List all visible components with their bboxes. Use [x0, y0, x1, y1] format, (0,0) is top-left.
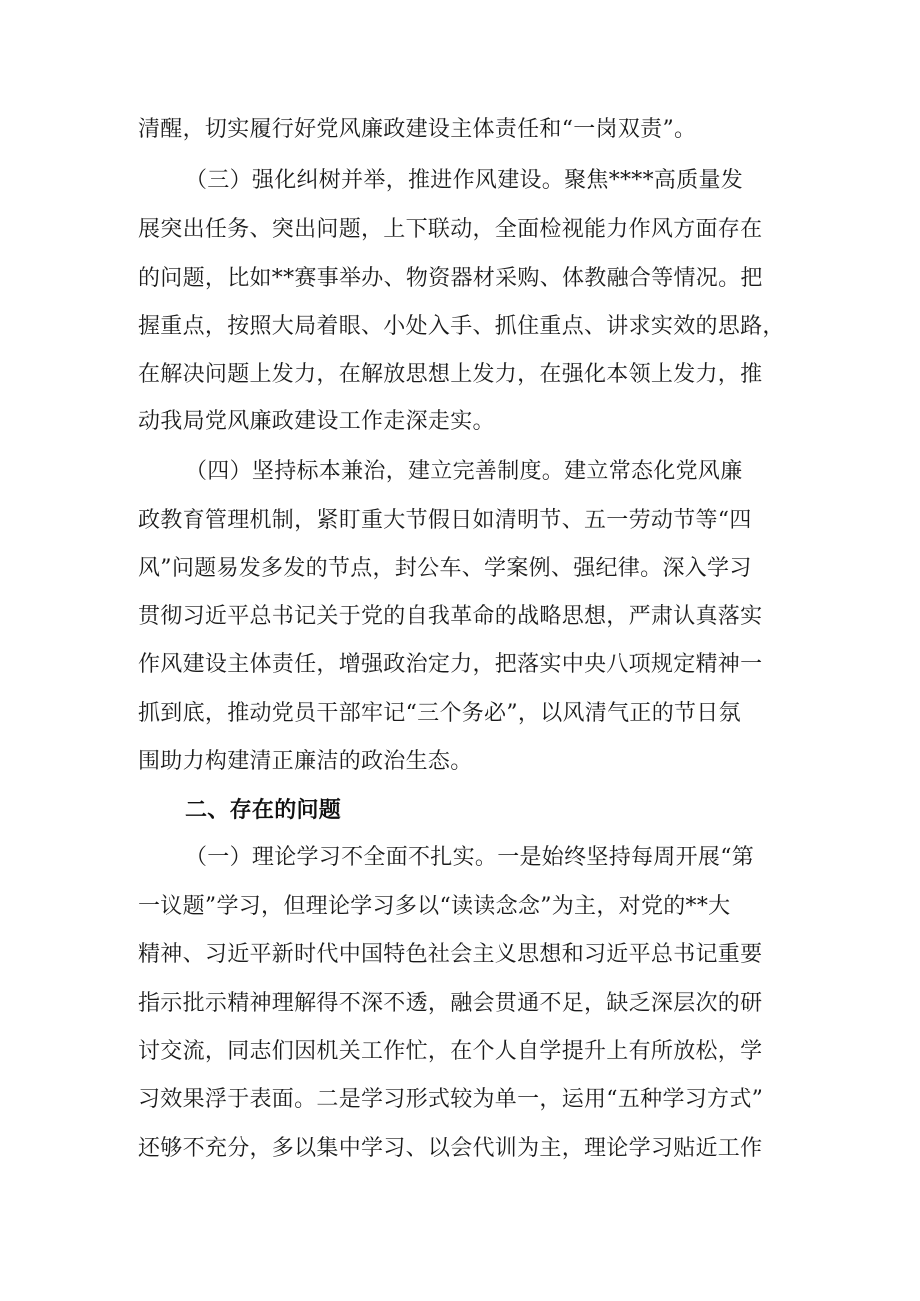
text-line: 动我局党风廉政建设工作走深走实。 [138, 409, 495, 434]
text-line: 清醒，切实履行好党风廉政建设主体责任和“一岗双责”。 [138, 117, 697, 142]
text-line: 围助力构建清正廉洁的政治生态。 [138, 749, 473, 774]
text-line: 展突出任务、突出问题，上下联动，全面检视能力作风方面存在 [138, 217, 763, 242]
text-line: 风”问题易发多发的节点，封公车、学案例、强纪律。深入学习 [138, 556, 752, 581]
paragraph-first-line: （四）坚持标本兼治，建立完善制度。建立常态化党风廉 [185, 459, 743, 484]
paragraph-first-line: （一）理论学习不全面不扎实。一是始终坚持每周开展“第 [185, 845, 755, 870]
text-line: 的问题，比如**赛事举办、物资器材采购、体教融合等情况。把 [138, 266, 763, 291]
text-line: 指示批示精神理解得不深不透，融会贯通不足，缺乏深层次的研 [138, 991, 763, 1016]
text-line: 在解决问题上发力，在解放思想上发力，在强化本领上发力，推 [138, 362, 763, 387]
text-line: 一议题”学习，但理论学习多以“读读念念”为主，对党的**大 [138, 894, 731, 919]
text-line: 作风建设主体责任，增强政治定力，把落实中央八项规定精神一 [138, 652, 763, 677]
text-line: 贯彻习近平总书记关于党的自我革命的战略思想，严肃认真落实 [138, 604, 763, 629]
text-line: 精神、习近平新时代中国特色社会主义思想和习近平总书记重要 [138, 942, 763, 967]
text-line: 习效果浮于表面。二是学习形式较为单一，运用“五种学习方式” [138, 1087, 764, 1112]
text-line: 还够不充分，多以集中学习、以会代训为主，理论学习贴近工作 [138, 1136, 763, 1161]
section-heading: 二、存在的问题 [185, 798, 342, 823]
text-line: 政教育管理机制，紧盯重大节假日如清明节、五一劳动节等“四 [138, 508, 752, 533]
paragraph-first-line: （三）强化纠树并举，推进作风建设。聚焦****高质量发 [185, 168, 744, 193]
text-line: 握重点，按照大局着眼、小处入手、抓住重点、讲求实效的思路， [138, 314, 785, 339]
text-line: 抓到底，推动党员干部牢记“三个务必”，以风清气正的节日氛 [138, 701, 741, 726]
text-line: 讨交流，同志们因机关工作忙，在个人自学提升上有所放松，学 [138, 1039, 763, 1064]
